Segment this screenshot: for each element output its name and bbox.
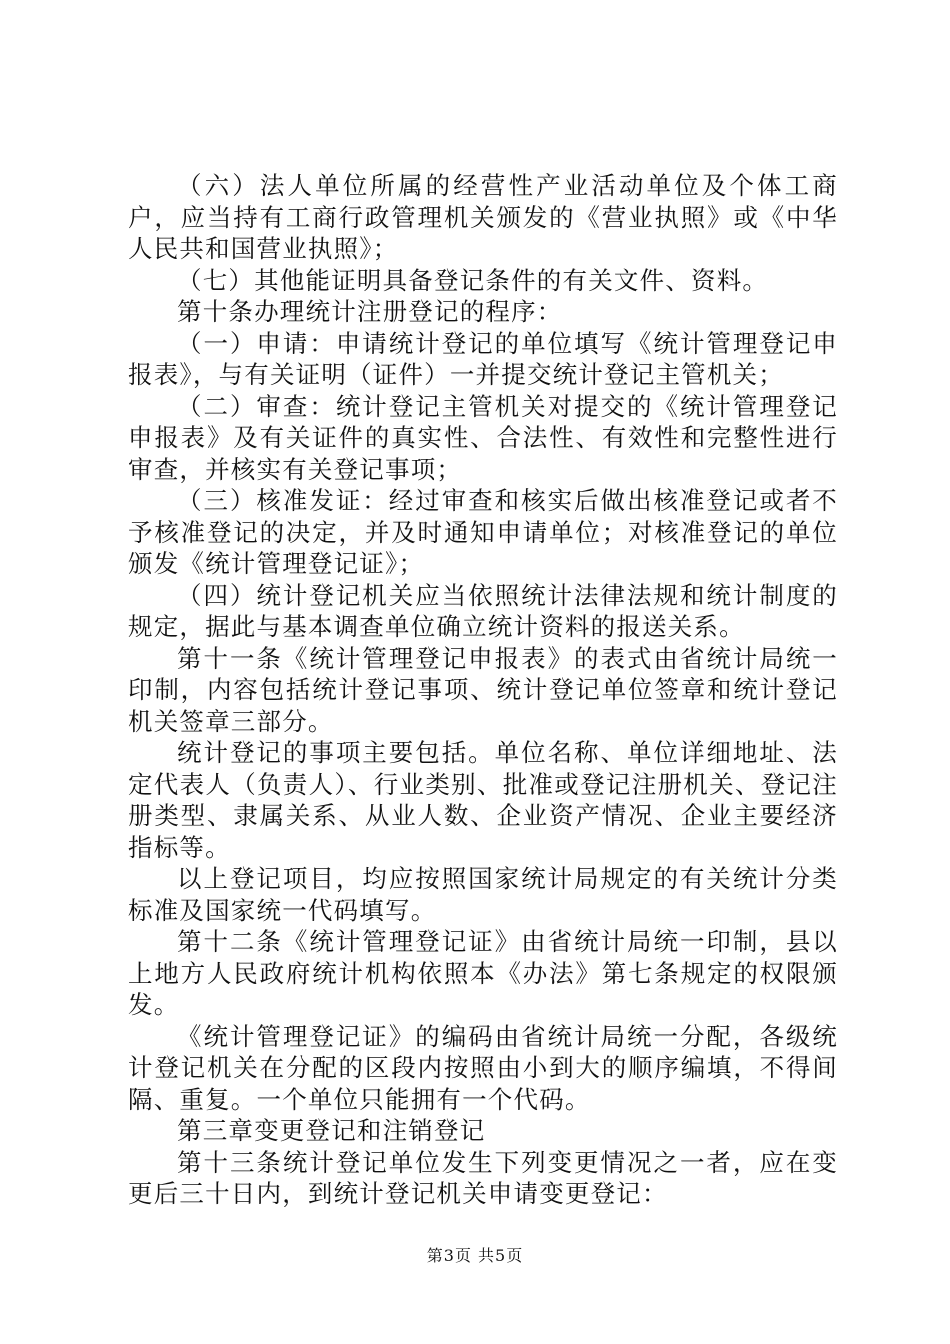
procedure-step-application: （一）申请：申请统计登记的单位填写《统计管理登记申报表》，与有关证明（证件）一并提交统计登记主管机关； <box>128 328 838 389</box>
article-13-paragraph: 第十三条统计登记单位发生下列变更情况之一者，应在变更后三十日内，到统计登记机关申请变更登记： <box>128 1147 838 1208</box>
chapter-3-heading: 第三章变更登记和注销登记 <box>177 1116 486 1145</box>
registration-items-paragraph: 统计登记的事项主要包括。单位名称、单位详细地址、法定代表人（负责人）、行业类别、批准或登记注册机关、登记注册类型、隶属关系、从业人数、企业资产情况、企业主要经济指标等。 <box>128 738 838 862</box>
certificate-code-paragraph: 《统计管理登记证》的编码由省统计局统一分配，各级统计登记机关在分配的区段内按照由小到大的顺序编填，不得间隔、重复。一个单位只能拥有一个代码。 <box>128 1021 838 1114</box>
procedure-step-approval: （三）核准发证：经过审查和核实后做出核准登记或者不予核准登记的决定，并及时通知申请单位；对核准登记的单位颁发《统计管理登记证》； <box>128 486 838 578</box>
article-10-heading: 第十条办理统计注册登记的程序： <box>177 297 563 326</box>
procedure-step-review: （二）审查：统计登记主管机关对提交的《统计管理登记申报表》及有关证件的真实性、合法性、有效性和完整性进行审查，并核实有关登记事项； <box>128 391 838 484</box>
registration-codes-paragraph: 以上登记项目，均应按照国家统计局规定的有关统计分类标准及国家统一代码填写。 <box>128 864 838 925</box>
document-body <box>128 170 838 1210</box>
article-12-paragraph: 第十二条《统计管理登记证》由省统计局统一印制，县以上地方人民政府统计机构依照本《办法》第七条规定的权限颁发。 <box>128 927 838 1019</box>
page-number-footer: 第3页 共5页 <box>426 1246 524 1265</box>
paragraph-item-7: （七）其他能证明具备登记条件的有关文件、资料。 <box>177 265 769 295</box>
procedure-step-reporting: （四）统计登记机关应当依照统计法律法规和统计制度的规定，据此与基本调查单位确立统计资料的报送关系。 <box>128 580 838 641</box>
paragraph-item-6: （六）法人单位所属的经营性产业活动单位及个体工商户，应当持有工商行政管理机关颁发的《营业执照》或《中华人民共和国营业执照》； <box>128 171 838 263</box>
article-11-paragraph: 第十一条《统计管理登记申报表》的表式由省统计局统一印制，内容包括统计登记事项、统计登记单位签章和统计登记机关签章三部分。 <box>128 643 838 736</box>
